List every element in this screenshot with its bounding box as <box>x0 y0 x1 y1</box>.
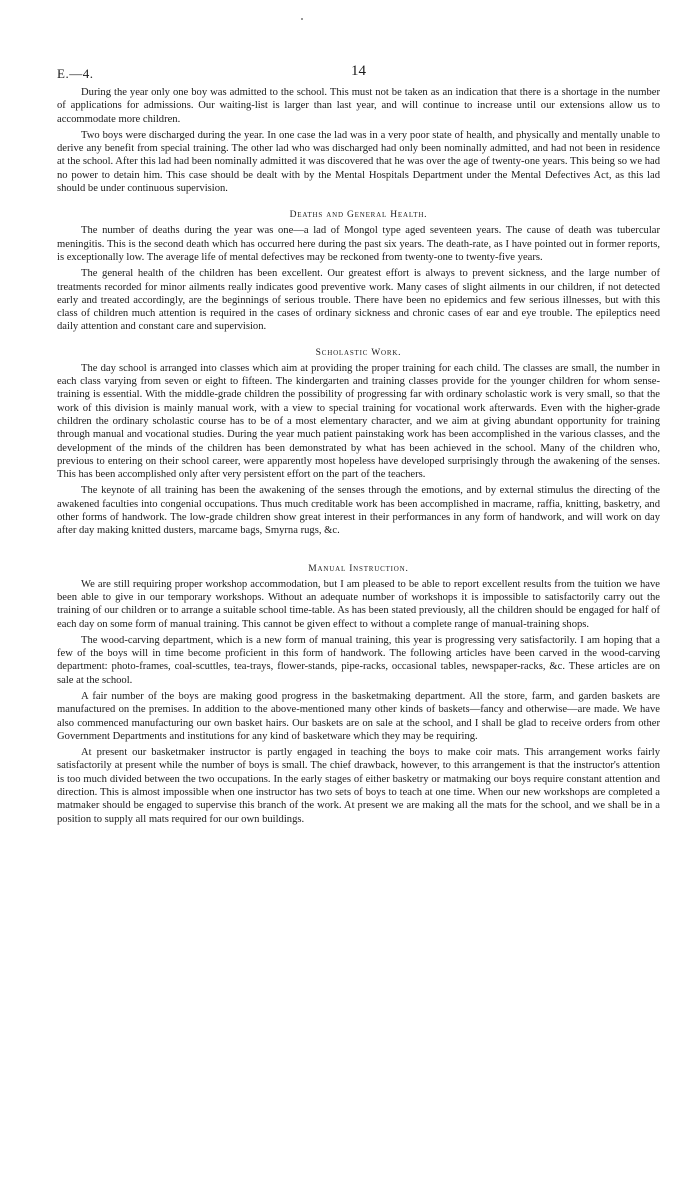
intro-section <box>57 86 660 195</box>
page-number: 14 <box>351 63 366 79</box>
page-header <box>57 58 660 86</box>
section-heading-deaths: Deaths and General Health. <box>289 210 428 221</box>
deaths-paragraph-1: The number of deaths during the year was one—a lad of Mongol type aged seventeen years. The cause of death was tubercular meningitis. This is the second death which has occurred here during the past six years. The death-rate, as I have pointed out in former reports, is exceptionally low. The average life of mental defectives may be reckoned from twenty-one to twenty-five years. <box>57 225 660 263</box>
scholastic-section <box>57 348 660 538</box>
scholastic-paragraph-2: The keynote of all training has been the awakening of the senses through the emotions, and by external stimulus the directing of the awakened faculties into congenial occupations. Thus much creditable work has been accomplished in macrame, raffia, knitting, basketry, and other forms of handwork. The low-grade children show great interest in their performances in any form of handwork, and will work on day after day making knitted dusters, marcame bags, Smyrna rugs, &c. <box>57 485 660 537</box>
section-heading-scholastic: Scholastic Work. <box>315 347 402 358</box>
manual-paragraph-3: A fair number of the boys are making good progress in the basketmaking department. All the store, farm, and garden baskets are manufactured on the premises. In addition to the above-mentioned many other kinds of baskets—fancy and otherwise—are made. We have also commenced manufacturing our own basket hairs. Our baskets are on sale at the school, and I shall be glad to receive orders from other Government Departments and institutions for any kind of basketware which they may be requiring. <box>57 690 660 742</box>
manual-paragraph-4: At present our basketmaker instructor is partly engaged in teaching the boys to make coir mats. This arrangement works fairly satisfactorily at present while the number of boys is small. The chief drawback, however, to this arrangement is that the instructor's attention is too much divided between the two occupations. In the early stages of either basketry or matmaking our boys require constant attention and direction. This is almost impossible when one instructor has two sets of boys to teach at one time. When our new workshops are completed a matmaker should be engaged to supervise this branch of the work. At present we are making all the mats for the school, and we shall be in a position to supply all mats required for our own buildings. <box>57 747 660 825</box>
deaths-paragraph-2: The general health of the children has been excellent. Our greatest effort is always to prevent sickness, and the large number of treatments recorded for minor ailments really indicates good preventive work. Many cases of slight ailments in our children, if not detected early and treated accordingly, are the beginnings of serious trouble. There have been no epidemics and few serious illnesses, but with this class of children much attention is required in the cases of ordinary sickness and chronic cases of ear and eye trouble. The epileptics need daily attention and constant care and supervision. <box>57 268 660 333</box>
document-reference: E.—4. <box>57 66 94 81</box>
manual-paragraph-1: We are still requiring proper workshop accommodation, but I am pleased to be able to report excellent results from the tuition we have been able to give in our temporary workshops. Without an adequate number of workshops it is impossible to satisfactorily carry out the training of our children or to arrange a suitable school time-table. As has been stated previously, all the children should be engaged for half of each day on some form of manual training. This cannot be given effect to without a complete range of manual-training shops. <box>57 578 660 630</box>
document-page <box>57 58 660 829</box>
scholastic-paragraph-1: The day school is arranged into classes which aim at providing the proper training for each child. The classes are small, the number in each class varying from seven or eight to fifteen. The kindergarten and training classes provide for the younger children for whom sense-training is essential. With the middle-grade children the possibility of progressing far with ordinary scholastic work is very small, so that the work of this division is mainly manual work, with a view to special training for vocational work afterwards. Even with the higher-grade children the ordinary scholastic course has to be of a most elementary character, and we aim at giving abundant opportunity for training through manual and vocational studies. During the year much patient painstaking work has been accomplished in the various classes, and the development of the minds of the children has been demonstrated by what has been achieved in the school. Many of the children who, previous to entering on their school career, were apparently most hopeless have developed surprisingly through the awakening of the senses. This has been accomplished only after very persistent effort on the part of the teachers. <box>57 362 660 481</box>
intro-paragraph-1: During the year only one boy was admitted to the school. This must not be taken as an indication that there is a shortage in the number of applications for admissions. Our waiting-list is larger than last year, and will continue to increase until our extensions allow us to accommodate more children. <box>57 87 660 125</box>
section-heading-manual: Manual Instruction. <box>308 563 409 574</box>
print-speck <box>301 18 303 20</box>
manual-section <box>57 564 660 826</box>
deaths-section <box>57 210 660 333</box>
manual-paragraph-2: The wood-carving department, which is a new form of manual training, this year is progressing very satisfactorily. I am hoping that a few of the boys will in time become proficient in this form of handwork. The following articles have been carved in the wood-carving department: photo-frames, coal-scuttles, tea-trays, flower-stands, pipe-racks, occasional tables, newspaper-racks, &c. These articles are on sale at the school. <box>57 634 660 686</box>
intro-paragraph-2: Two boys were discharged during the year. In one case the lad was in a very poor state of health, and physically and mentally unable to derive any benefit from special training. The other lad who was discharged had only been nominally admitted, and had not been in residence at the school. After this lad had been nominally admitted it was discovered that he was over the age of twenty-one years. This being so we had no power to detain him. This case should be dealt with by the Mental Hospitals Department under the Mental Defectives Act, as this lad should be under continuous supervision. <box>57 129 660 195</box>
